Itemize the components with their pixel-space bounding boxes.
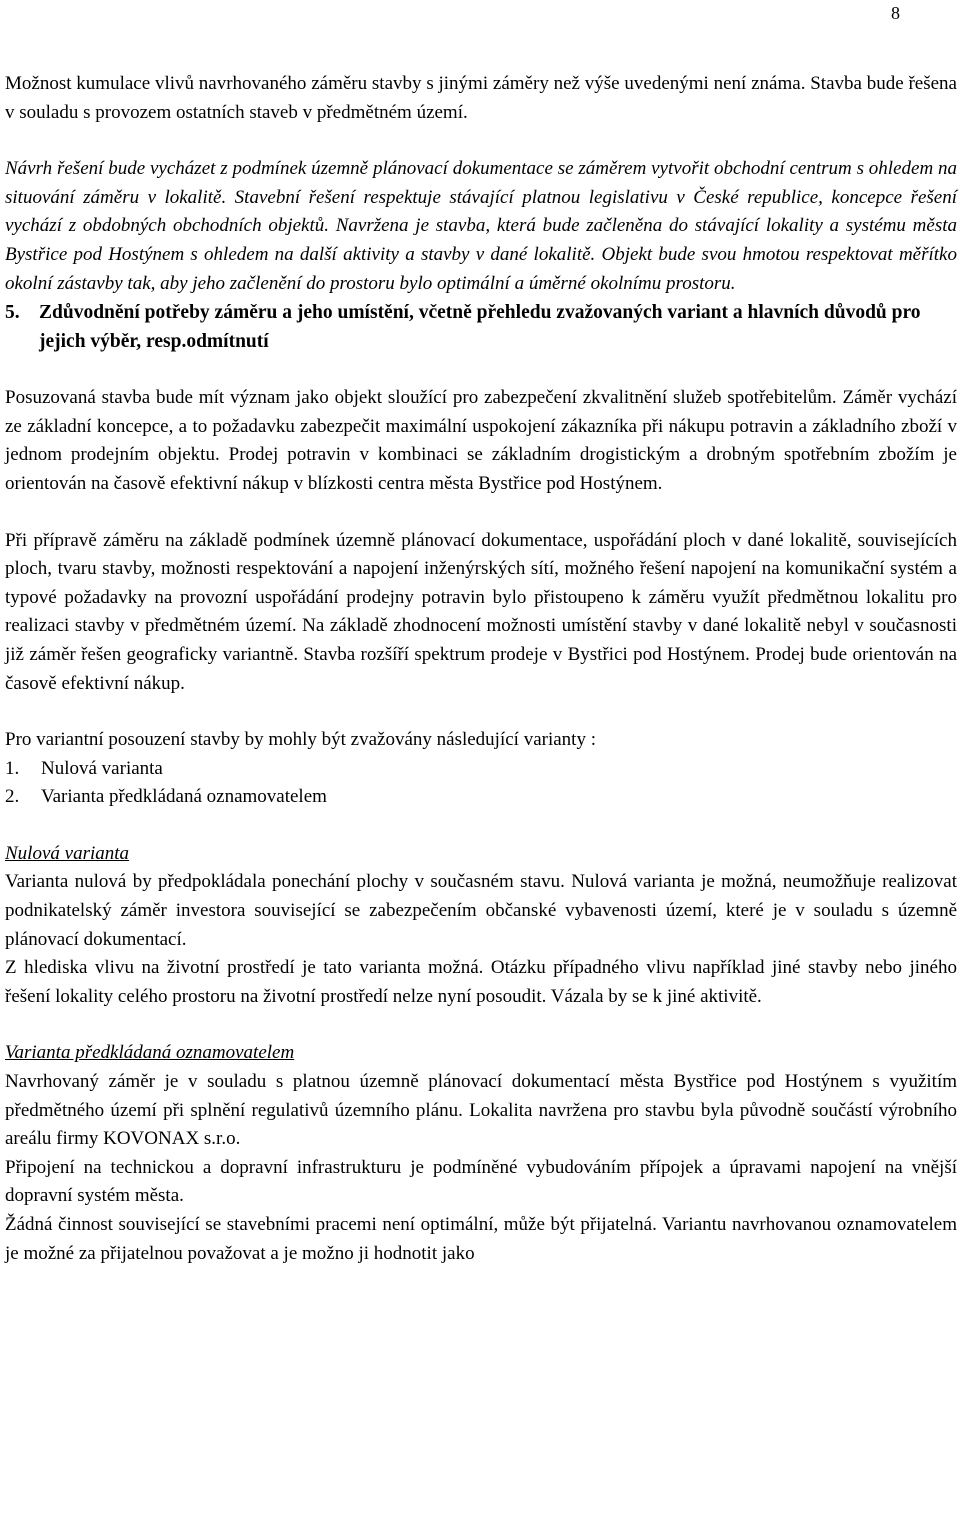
variants-list	[5, 755, 957, 812]
paragraph-nulova-2: Z hlediska vlivu na životní prostředí je tato varianta možná. Otázku případného vlivu například jiné stavby nebo jiného řešení lokality celého prostoru na životní prostředí nelze nyní posoudit. Vázala by se k jiné aktivitě.	[5, 957, 957, 1007]
section-heading-5	[5, 298, 957, 356]
paragraph-predkladana-2: Připojení na technickou a dopravní infrastrukturu je podmíněné vybudováním přípojek a úpravami napojení na vnější dopravní systém města.	[5, 1156, 957, 1207]
paragraph-variants-intro: Pro variantní posouzení stavby by mohly být zvažovány následující varianty :	[5, 729, 596, 751]
list-item	[5, 755, 957, 784]
paragraph-justification: Posuzovaná stavba bude mít význam jako objekt sloužící pro zabezpečení zkvalitnění služeb spotřebitelům. Záměr vychází ze základní koncepce, a to požadavku zabezpečit maximální uspokojení zákazníka při nákupu potravin a základního zboží v jednom prodejním objektu. Prodej potravin v kombinaci se základním drogistickým a drobným spotřebním zbožím je orientován na časově efektivní nákup v blízkosti centra města Bystřice pod Hostýnem.	[5, 387, 957, 494]
heading-varianta-predkladana: Varianta předkládaná oznamovatelem	[5, 1042, 295, 1064]
paragraph-predkladana-1: Navrhovaný záměr je v souladu s platnou územně plánovací dokumentací města Bystřice pod Hostýnem s využitím předmětného území při splnění regulativů územního plánu. Lokalita navržena pro stavbu byla původně součástí výrobního areálu firmy KOVONAX s.r.o.	[5, 1071, 957, 1150]
paragraph-cumulation: Možnost kumulace vlivů navrhovaného záměru stavby s jinými záměry než výše uvedenými není známa. Stavba bude řešena v souladu s provozem ostatních staveb v předmětném území.	[5, 73, 957, 123]
page-number: 8	[891, 3, 900, 23]
paragraph-predkladana-3: Žádná činnost související se stavebními pracemi není optimální, může být přijatelná. Variantu navrhovanou oznamovatelem je možné za přijatelnou považovat a je možno ji hodnotit jako	[5, 1214, 957, 1264]
section-number: 5.	[5, 302, 20, 324]
paragraph-preparation: Při přípravě záměru na základě podmínek územně plánovací dokumentace, uspořádání ploch v dané lokalitě, souvisejících ploch, tvaru stavby, možnosti respektování a napojení inženýrských sítí, možného řešení napojení na komunikační systém a typové požadavky na provozní uspořádání prodejny potravin bylo přistoupeno k záměru využít předmětnou lokalitu pro realizaci stavby v předmětném území. Na základě zhodnocení možnosti umístění stavby v dané lokalitě nebyl v současnosti již záměr řešen geograficky variantně. Stavba rozšíří spektrum prodeje v Bystřici pod Hostýnem. Prodej bude orientován na časově efektivní nákup.	[5, 529, 957, 694]
list-label: Varianta předkládaná oznamovatelem	[41, 786, 327, 808]
list-label: Nulová varianta	[41, 757, 163, 779]
heading-nulova-varianta: Nulová varianta	[5, 842, 130, 864]
list-item	[5, 783, 957, 812]
paragraph-design-solution: Návrh řešení bude vycházet z podmínek územně plánovací dokumentace se záměrem vytvořit obchodní centrum s ohledem na situování záměru v lokalitě. Stavební řešení respektuje stávající platnou legislativu v České republice, koncepce řešení vychází z obdobných obchodních objektů. Navržena je stavba, která bude začleněna do stávající lokality a systému města Bystřice pod Hostýnem s ohledem na další aktivity a stavby v dané lokalitě. Objekt bude svou hmotou respektovat měřítko okolní zástavby tak, aby jeho začlenění do prostoru bylo optimální a úměrné okolnímu prostoru.	[5, 158, 957, 294]
page-content	[5, 70, 957, 1268]
list-number: 2.	[5, 786, 20, 808]
list-number: 1.	[5, 757, 20, 779]
section-title: Zdůvodnění potřeby záměru a jeho umístění, včetně přehledu zvažovaných variant a hlavních důvodů pro jejich výběr, resp.odmítnutí	[39, 302, 921, 353]
paragraph-nulova-1: Varianta nulová by předpokládala ponechání plochy v současném stavu. Nulová varianta je možná, neumožňuje realizovat podnikatelský záměr investora související se zabezpečením občanské vybavenosti území, které je v souladu s územně plánovací dokumentací.	[5, 871, 957, 950]
